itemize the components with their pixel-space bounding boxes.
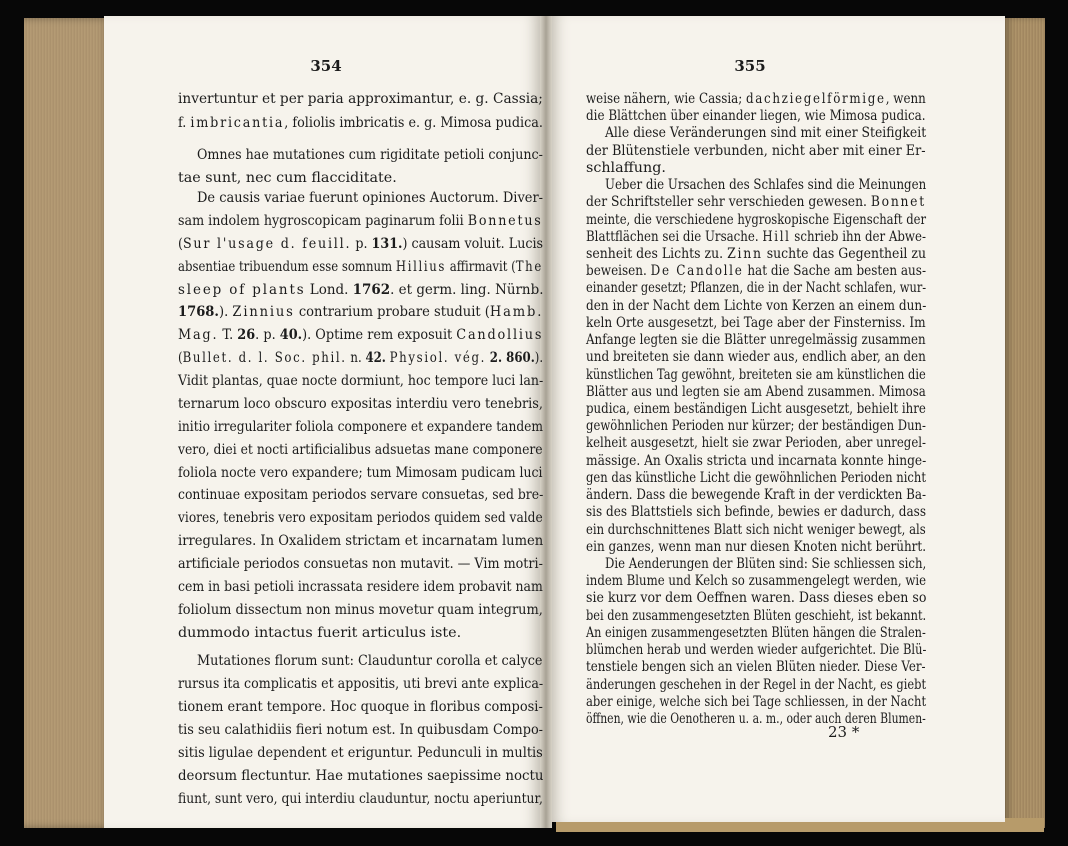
right-text-segment: ein ganzes, wenn man nur diesen Knoten nicht berührt. bbox=[586, 539, 927, 555]
right-text-segment: hat die Sache am besten aus- bbox=[743, 263, 927, 279]
left-text-line bbox=[178, 114, 543, 132]
right-text-segment: Blattflächen sei die Ursache. bbox=[586, 229, 763, 245]
right-text-segment: ein durchschnittenes Blatt sich nicht weniger bewegt, als bbox=[586, 522, 926, 538]
right-text-line bbox=[586, 607, 926, 625]
left-text-line bbox=[197, 189, 543, 207]
right-text-segment: weise nähern, wie Cassia; bbox=[586, 91, 747, 107]
right-text-segment: Blätter aus und legten sie am Abend zusammen. Mimosa bbox=[586, 384, 926, 400]
right-text-line bbox=[586, 452, 926, 470]
right-text-segment: mässige. An Oxalis stricta und incarnata konnte hinge- bbox=[586, 453, 927, 469]
left-text-segment: 1762 bbox=[352, 282, 391, 298]
left-text-segment: rursus ita complicatis et appositis, uti brevi ante explica- bbox=[178, 676, 544, 692]
right-text-line bbox=[586, 331, 926, 349]
right-text-segment: der Schriftsteller sehr verschieden gewesen. bbox=[586, 194, 871, 210]
left-text-line bbox=[178, 418, 543, 436]
right-text-segment: Die Aenderungen der Blüten sind: Sie schliessen sich, bbox=[605, 556, 927, 572]
left-text-segment: 40. bbox=[279, 327, 303, 343]
right-text-segment: blümchen herab und werden wieder aufgerichtet. Die Blü- bbox=[586, 642, 927, 658]
right-text-line bbox=[586, 314, 926, 332]
right-text-line bbox=[586, 676, 926, 694]
right-text-segment: An einigen zusammengesetzten Blüten hängen die Stralen- bbox=[586, 625, 926, 641]
left-text-line bbox=[178, 675, 543, 693]
right-text-line bbox=[605, 176, 926, 194]
right-text-segment: senheit des Lichts zu. bbox=[586, 246, 728, 262]
right-text-line bbox=[586, 228, 926, 246]
right-text-segment: den in der Nacht dem Lichte von Kerzen an einem dun- bbox=[586, 298, 927, 314]
left-text-segment: ternarum loco obscuro expositas interdiu vero tenebris, bbox=[178, 396, 543, 412]
left-text-segment: fiunt, sunt vero, qui interdiu clauduntur, noctu aperiuntur, bbox=[178, 791, 543, 807]
right-text-segment: gen das künstliche Licht die gewöhnlichen Perioden nicht bbox=[586, 470, 927, 486]
left-text-line bbox=[178, 698, 543, 716]
left-text-segment: 26 bbox=[237, 327, 256, 343]
left-text-segment: Hillius bbox=[395, 259, 447, 275]
right-text-segment: keln Orte ausgesetzt, bei Tage aber der Finsterniss. Im bbox=[586, 315, 926, 331]
left-text-segment: Candollius bbox=[456, 327, 544, 343]
left-text-segment: sleep of plants bbox=[178, 282, 306, 298]
right-text-line bbox=[586, 297, 926, 315]
left-text-line bbox=[178, 744, 543, 762]
left-text-segment: ( bbox=[178, 236, 183, 252]
left-text-segment: cem in basi petioli incrassata residere idem probavit nam bbox=[178, 579, 543, 595]
left-text-segment: initio irregulariter foliola componere et expandere tandem bbox=[178, 419, 544, 435]
right-text-line bbox=[586, 245, 926, 263]
right-text-segment: Anfange legten sie die Blätter unregelmässig zusammen bbox=[586, 332, 926, 348]
right-text-line bbox=[586, 538, 926, 556]
right-text-segment: , wenn bbox=[885, 91, 926, 107]
right-text-line bbox=[586, 434, 926, 452]
right-text-line bbox=[586, 710, 926, 728]
left-text-segment: T. bbox=[218, 327, 238, 343]
left-text-line bbox=[178, 258, 543, 276]
left-text-segment: affirmavit ( bbox=[446, 259, 516, 275]
left-text-line bbox=[178, 235, 543, 253]
left-text-segment: Lond. bbox=[305, 282, 353, 298]
left-text-line bbox=[178, 90, 543, 108]
right-text-line bbox=[586, 142, 926, 160]
right-text-segment: künstlichen Tag gewöhnt, breiteten sie am künstlichen die bbox=[586, 367, 926, 383]
left-text-segment: tis seu calathidiis fieri notum est. In quibusdam Compo- bbox=[178, 722, 544, 738]
left-text-segment: 42. bbox=[365, 350, 386, 366]
left-text-segment: Mag. bbox=[178, 327, 219, 343]
right-text-segment: tenstiele bengen sich an vielen Blüten nieder. Diese Ver- bbox=[586, 659, 926, 675]
left-text-line bbox=[178, 441, 543, 459]
right-text-segment: die Blättchen über einander liegen, wie Mimosa pudica. bbox=[586, 108, 926, 124]
right-text-segment: pudica, einem beständigen Licht ausgesetzt, behielt ihre bbox=[586, 401, 926, 417]
right-text-line bbox=[586, 348, 926, 366]
right-text-segment: ändern. Dass die bewegende Kraft in der verdickten Ba- bbox=[586, 487, 927, 503]
right-text-line bbox=[586, 658, 926, 676]
right-text-line bbox=[586, 624, 926, 642]
left-text-line bbox=[178, 486, 543, 504]
book-edge-right bbox=[1003, 18, 1045, 828]
left-text-line bbox=[178, 790, 543, 808]
left-text-segment: tae sunt, nec cum flacciditate. bbox=[178, 170, 397, 186]
left-text-line bbox=[178, 281, 543, 299]
left-text-segment: The bbox=[515, 259, 543, 275]
left-text-line bbox=[178, 509, 543, 527]
left-text-segment: p. bbox=[351, 236, 372, 252]
left-text-segment: ) causam voluit. Lucis bbox=[402, 236, 544, 252]
left-text-segment: tionem erant tempore. Hoc quoque in floribus composi- bbox=[178, 699, 543, 715]
left-text-line bbox=[178, 767, 543, 785]
right-text-segment: gewöhnlichen Perioden nur kürzer; der beständigen Dun- bbox=[586, 418, 926, 434]
right-text-line bbox=[586, 469, 926, 487]
right-text-line bbox=[586, 417, 926, 435]
left-text-segment: Omnes hae mutationes cum rigiditate petioli conjunc- bbox=[197, 147, 543, 163]
right-text-segment: Bonnet bbox=[870, 194, 926, 210]
left-text-segment: 131. bbox=[371, 236, 403, 252]
left-text-segment: sitis ligulae dependent et eriguntur. Pedunculi in multis bbox=[178, 745, 543, 761]
right-text-line bbox=[586, 641, 926, 659]
left-page-number: 354 bbox=[310, 57, 342, 75]
right-text-line bbox=[586, 486, 926, 504]
left-text-segment: absentiae tribuendum esse somnum bbox=[178, 259, 396, 275]
left-text-segment: contrarium probare studuit ( bbox=[294, 304, 490, 320]
right-text-line bbox=[605, 124, 926, 142]
left-text-line bbox=[178, 721, 543, 739]
left-text-line bbox=[178, 601, 543, 619]
right-text-line bbox=[586, 90, 926, 108]
right-text-line bbox=[605, 555, 926, 573]
right-text-segment: änderungen geschehen in der Regel in der Nacht, es giebt bbox=[586, 677, 927, 693]
right-text-segment: der Blütenstiele verbunden, nicht aber mit einer Er- bbox=[586, 143, 926, 159]
left-text-segment: 2. 860. bbox=[489, 350, 535, 366]
left-text-segment: Physiol. vég. bbox=[389, 350, 487, 366]
right-text-line bbox=[586, 107, 926, 125]
right-text-line bbox=[586, 589, 926, 607]
right-text-segment: sis des Blattstiels sich befinde, bewies er dadurch, dass bbox=[586, 504, 927, 520]
right-text-segment: einander gesetzt; Pflanzen, die in der Nacht schlafen, wur- bbox=[586, 280, 927, 296]
left-text-segment: irregulares. In Oxalidem strictam et incarnatam lumen bbox=[178, 533, 544, 549]
right-text-segment: suchte das Gegentheil zu bbox=[762, 246, 926, 262]
left-text-segment: Mutationes florum sunt: Clauduntur corolla et calyce bbox=[197, 653, 543, 669]
left-text-segment: deorsum flectuntur. Hae mutationes saepissime noctu bbox=[178, 768, 544, 784]
left-text-line bbox=[178, 464, 543, 482]
right-text-segment: dachziegelförmige bbox=[746, 91, 886, 107]
left-text-segment: foliolum dissectum non minus movetur quam integrum, bbox=[178, 602, 543, 618]
left-text-segment: Hamb. bbox=[489, 304, 544, 320]
left-text-segment: sam indolem hygroscopicam paginarum folii bbox=[178, 213, 468, 229]
left-text-line bbox=[197, 652, 542, 670]
right-text-segment: schrieb ihn der Abwe- bbox=[790, 229, 927, 245]
left-text-segment: Bullet. d. l. Soc. phil. bbox=[182, 350, 347, 366]
left-text-segment: 1768. bbox=[178, 304, 219, 320]
right-text-segment: Ueber die Ursachen des Schlafes sind die Meinungen bbox=[605, 177, 927, 193]
right-text-segment: Hill bbox=[762, 229, 791, 245]
left-text-segment: n. bbox=[346, 350, 366, 366]
right-text-segment: öffnen, wie die Oenotheren u. a. m., oder auch deren Blumen- bbox=[586, 711, 926, 727]
right-text-line bbox=[586, 693, 926, 711]
book-edge-left bbox=[24, 18, 112, 828]
left-text-line bbox=[178, 349, 543, 367]
left-text-segment: continuae expositam periodos servare consuetas, sed bre- bbox=[178, 487, 544, 503]
left-text-line bbox=[178, 395, 543, 413]
left-text-line bbox=[178, 532, 543, 550]
right-text-segment: indem Blume und Kelch so zusammengelegt werden, wie bbox=[586, 573, 927, 589]
right-text-segment: sie kurz vor dem Oeffnen waren. Dass dieses eben so bbox=[586, 590, 927, 606]
right-page-number: 355 bbox=[734, 57, 766, 75]
left-text-segment: De causis variae fuerunt opiniones Auctorum. Diver- bbox=[197, 190, 544, 206]
left-text-segment: . p. bbox=[255, 327, 280, 343]
left-text-line bbox=[197, 146, 543, 164]
left-text-segment: ). bbox=[534, 350, 544, 366]
left-text-segment: dummodo intactus fuerit articulus iste. bbox=[178, 625, 462, 641]
right-text-segment: beweisen. bbox=[586, 263, 651, 279]
right-text-line bbox=[586, 400, 926, 418]
left-text-line bbox=[178, 212, 543, 230]
right-text-segment: Zinn bbox=[727, 246, 763, 262]
right-text-line bbox=[586, 193, 926, 211]
left-text-segment: invertuntur et per paria approximantur, e. g. Cassia; bbox=[178, 91, 543, 107]
left-text-segment: foliola nocte vero expandere; tum Mimosam pudicam luci bbox=[178, 465, 543, 481]
right-text-line bbox=[586, 521, 926, 539]
right-text-segment: meinte, die verschiedene hygroskopische Eigenschaft der bbox=[586, 212, 927, 228]
signature-mark: 23 * bbox=[828, 723, 860, 741]
left-text-line bbox=[178, 326, 543, 344]
left-text-segment: viores, tenebris vero expositam periodos quidem sed valde bbox=[178, 510, 543, 526]
left-text-line bbox=[178, 578, 543, 596]
right-text-segment: bei den zusammengesetzten Blüten geschieht, ist bekannt. bbox=[586, 608, 927, 624]
right-text-segment: Alle diese Veränderungen sind mit einer Steifigkeit bbox=[605, 125, 927, 141]
left-text-line bbox=[178, 169, 397, 187]
left-text-segment: Vidit plantas, quae nocte dormiunt, hoc tempore luci lan- bbox=[178, 373, 544, 389]
left-text-segment: artificiale periodos consuetas non mutavit. — Vim motri- bbox=[178, 556, 543, 572]
right-text-segment: De Candolle bbox=[650, 263, 744, 279]
left-text-segment: Bonnetus bbox=[467, 213, 543, 229]
left-text-segment: Zinnius bbox=[232, 304, 295, 320]
right-text-line bbox=[586, 279, 926, 297]
left-text-segment: f. bbox=[178, 115, 191, 131]
right-text-line bbox=[586, 572, 926, 590]
left-text-segment: vero, diei et nocti artificialibus adsuetas mane componere bbox=[178, 442, 543, 458]
right-text-line bbox=[586, 503, 926, 521]
left-text-line bbox=[178, 555, 543, 573]
right-text-line bbox=[586, 159, 666, 177]
left-text-line bbox=[178, 303, 543, 321]
right-text-line bbox=[586, 366, 926, 384]
right-text-segment: aber einige, welche sich bei Tage schliessen, in der Nacht bbox=[586, 694, 927, 710]
left-text-segment: ). Optime rem exposuit bbox=[302, 327, 457, 343]
left-text-line bbox=[178, 624, 461, 642]
right-text-segment: kelheit ausgesetzt, hielt sie zwar Perioden, aber unregel- bbox=[586, 435, 926, 451]
right-text-line bbox=[586, 262, 926, 280]
right-text-line bbox=[586, 211, 926, 229]
right-text-segment: und breiteten sie dann wieder aus, endlich aber, an den bbox=[586, 349, 926, 365]
left-text-segment: ). bbox=[218, 304, 233, 320]
left-text-segment: ( bbox=[178, 350, 183, 366]
left-text-segment: , foliolis imbricatis e. g. Mimosa pudica. bbox=[284, 115, 543, 131]
right-text-segment: schlaffung. bbox=[586, 160, 666, 176]
left-text-segment: Sur l'usage d. feuill. bbox=[182, 236, 352, 252]
left-text-segment: imbricantia bbox=[190, 115, 285, 131]
right-text-line bbox=[586, 383, 926, 401]
left-text-segment: . et germ. ling. Nürnb. bbox=[390, 282, 544, 298]
left-text-line bbox=[178, 372, 543, 390]
